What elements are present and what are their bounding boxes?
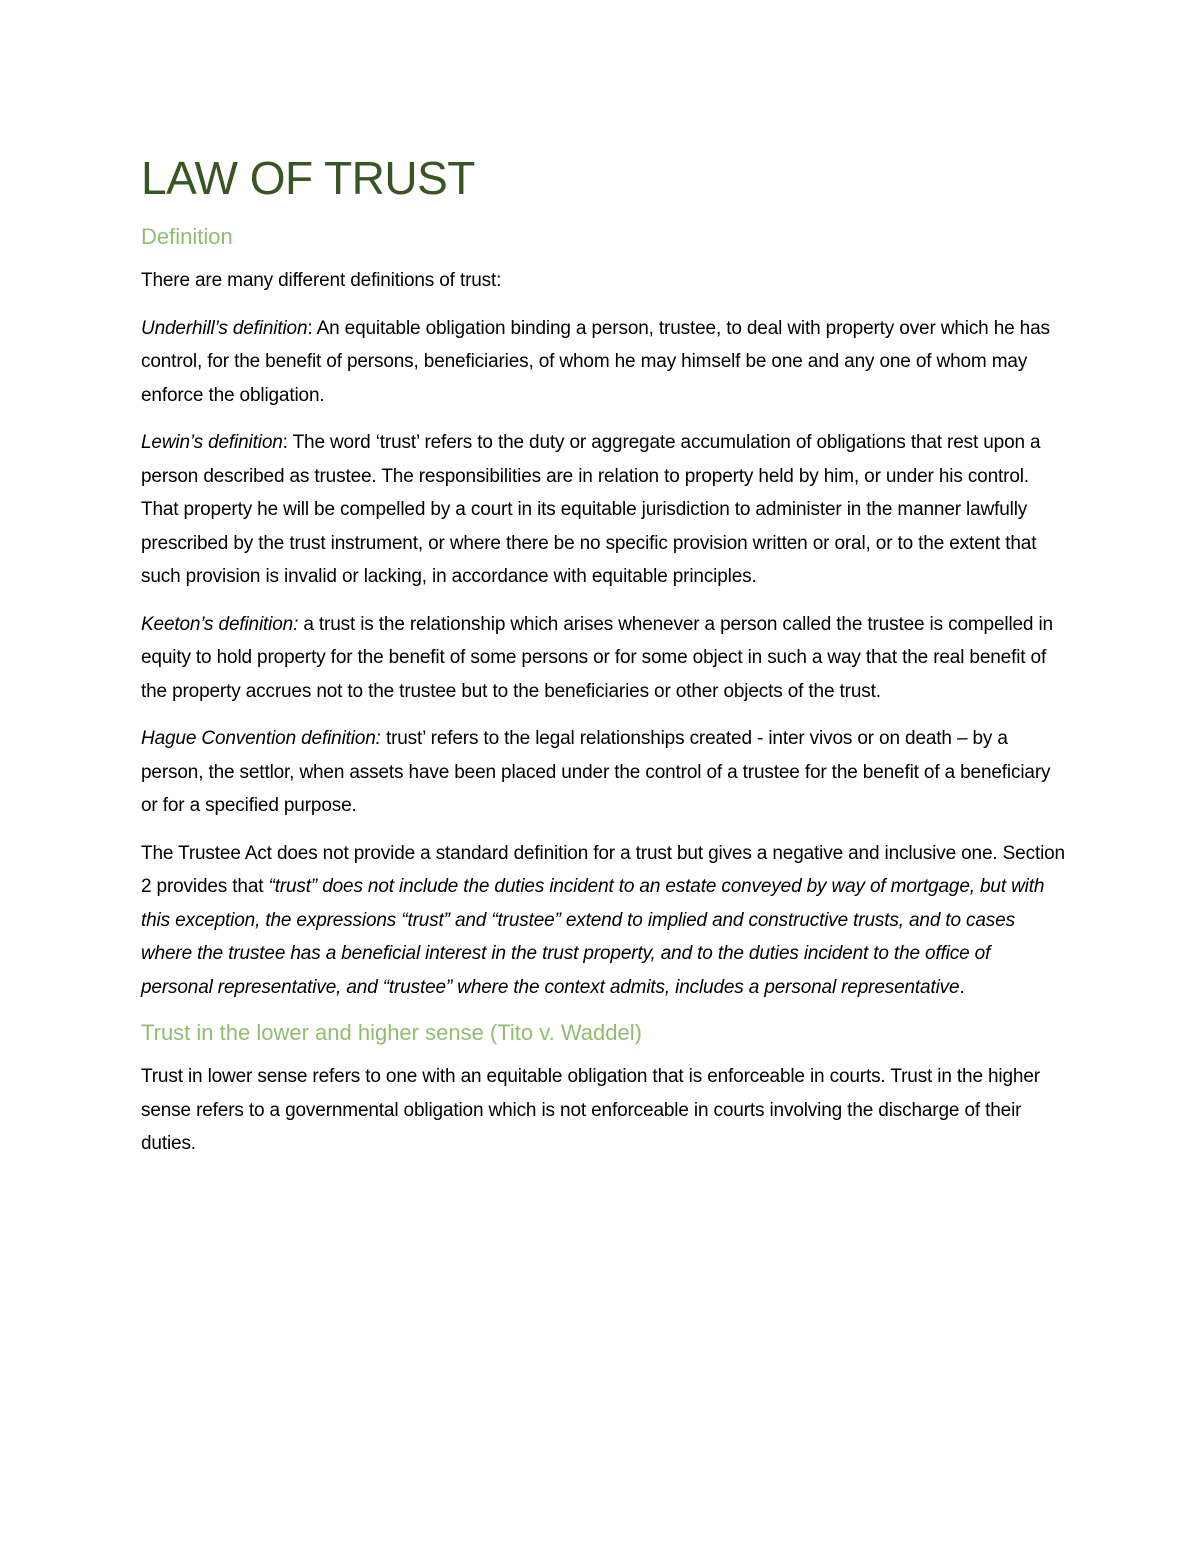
underhill-paragraph [141,312,1066,413]
lewin-term: Lewin’s definition [141,432,283,453]
lewin-paragraph [141,426,1066,594]
definition-heading: Definition [141,224,233,249]
keeton-text: a trust is the relationship which arises whenever a person called the trustee is compelled in equity to hold property for the benefit of some persons or for some object in such a way that the real benefit of the property accrues not to the trustee but to the beneficiaries or other objects of the trust. [141,613,1053,702]
sense-paragraph: Trust in lower sense refers to one with an equitable obligation that is enforceable in courts. Trust in the higher sense refers to a governmental obligation which is not enforceable in courts involving the discharge of their duties. [141,1066,1040,1154]
keeton-paragraph [141,608,1066,709]
trustee-act-paragraph [141,837,1066,1005]
keeton-term: Keeton’s definition: [141,613,299,635]
hague-text: trust’ refers to the legal relationships created - inter vivos or on death – by a person, the settlor, when assets have been placed under the control of a trustee for the benefit of a beneficiary or for a specified purpose. [141,728,1051,816]
underhill-text: : An equitable obligation binding a person, trustee, to deal with property over which he has control, for the benefit of persons, beneficiaries, of whom he may himself be one and any one of whom may enforce the obligation. [141,317,1050,406]
trustee-act-text: The Trustee Act does not provide a standard definition for a trust but gives a negative and inclusive one. Section 2 provides that [141,842,1065,897]
hague-paragraph [141,722,1066,823]
document-page [141,150,1066,1161]
sense-heading: Trust in the lower and higher sense (Tito v. Waddel) [141,1020,642,1045]
trustee-act-quote: “trust” does not include the duties incident to an estate conveyed by way of mortgage, but with this exception, the expressions “trust” and “trustee” extend to implied and constructive trusts, and to cases where the trustee has a beneficial interest in the trust property, and to the duties incident to the office of personal representative, and “trustee” where the context admits, includes a personal representative [141,876,1045,998]
underhill-term: Underhill’s definition [141,317,308,339]
intro-paragraph: There are many different definitions of trust: [141,270,502,291]
trustee-act-end: . [959,976,965,998]
lewin-text: : The word ‘trust’ refers to the duty or aggregate accumulation of obligations that rest upon a person described as trustee. The responsibilities are in relation to property held by him, or under his control. That property he will be compelled by a court in its equitable jurisdiction to administer in the manner lawfully prescribed by the trust instrument, or where there be no specific provision written or oral, or to the extent that such provision is invalid or lacking, in accordance with equitable principles. [141,432,1041,587]
hague-term: Hague Convention definition: [141,728,381,749]
document-title: LAW OF TRUST [141,152,475,204]
